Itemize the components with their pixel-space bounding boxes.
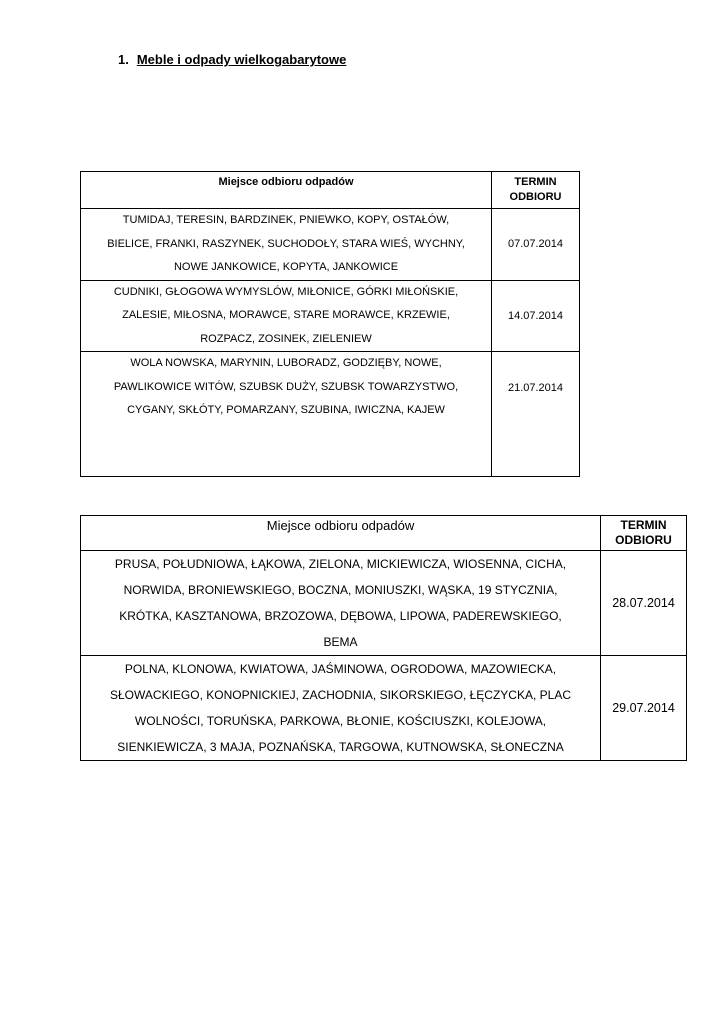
places-line: TUMIDAJ, TERESIN, BARDZINEK, PNIEWKO, KOPY, OSTAŁÓW, — [122, 214, 450, 226]
places-line: WOLNOŚCI, TORUŃSKA, PARKOWA, BŁONIE, KOŚCIUSZKI, KOLEJOWA, — [134, 714, 547, 728]
date-cell: 28.07.2014 — [601, 551, 687, 656]
section-title: Meble i odpady wielkogabarytowe — [136, 52, 347, 67]
table-row — [81, 352, 580, 477]
places-line: POLNA, KLONOWA, KWIATOWA, JAŚMINOWA, OGRODOWA, MAZOWIECKA, — [124, 662, 557, 676]
places-cell — [81, 352, 492, 477]
date-cell: 21.07.2014 — [492, 352, 580, 477]
table-header-row — [81, 172, 580, 209]
date-cell: 07.07.2014 — [492, 209, 580, 281]
section-heading — [118, 52, 346, 67]
places-cell — [81, 551, 601, 656]
header-place: Miejsce odbioru odpadów — [81, 516, 601, 551]
places-line: CYGANY, SKŁÓTY, POMARZANY, SZUBINA, IWICZNA, KAJEW — [127, 404, 445, 416]
table-row — [81, 209, 580, 281]
header-term-line1: TERMIN — [620, 518, 667, 532]
places-cell — [81, 209, 492, 281]
places-line: SŁOWACKIEGO, KONOPNICKIEJ, ZACHODNIA, SIKORSKIEGO, ŁĘCZYCKA, PLAC — [110, 688, 571, 702]
header-term-line2: ODBIORU — [509, 191, 562, 203]
places-line: CUDNIKI, GŁOGOWA WYMYSLÓW, MIŁONICE, GÓRKI MIŁOŃSKIE, — [113, 285, 459, 298]
places-cell — [81, 280, 492, 352]
places-line: NOWE JANKOWICE, KOPYTA, JANKOWICE — [173, 261, 399, 273]
places-line: BIELICE, FRANKI, RASZYNEK, SUCHODOŁY, STARA WIEŚ, WYCHNY, — [107, 237, 465, 250]
header-term — [492, 172, 580, 209]
schedule-table-villages — [80, 171, 580, 477]
places-line: KRÓTKA, KASZTANOWA, BRZOZOWA, DĘBOWA, LIPOWA, PADEREWSKIEGO, — [119, 609, 562, 623]
places-line: PAWLIKOWICE WITÓW, SZUBSK DUŻY, SZUBSK TOWARZYSTWO, — [113, 380, 459, 393]
places-line: BEMA — [323, 635, 358, 649]
header-place: Miejsce odbioru odpadów — [81, 172, 492, 209]
schedule-table-streets — [80, 515, 687, 761]
header-term-line1: TERMIN — [514, 176, 557, 188]
table-row — [81, 280, 580, 352]
places-cell — [81, 656, 601, 761]
places-line: PRUSA, POŁUDNIOWA, ŁĄKOWA, ZIELONA, MICKIEWICZA, WIOSENNA, CICHA, — [114, 557, 567, 571]
table-row — [81, 656, 687, 761]
header-term — [601, 516, 687, 551]
table-row — [81, 551, 687, 656]
section-number: 1. — [118, 52, 129, 67]
header-term-line2: ODBIORU — [615, 533, 672, 547]
table-header-row — [81, 516, 687, 551]
places-line: NORWIDA, BRONIEWSKIEGO, BOCZNA, MONIUSZKI, WĄSKA, 19 STYCZNIA, — [123, 583, 558, 597]
places-line: ROZPACZ, ZOSINEK, ZIELENIEW — [200, 332, 372, 345]
places-line: ZALESIE, MIŁOSNA, MORAWCE, STARE MORAWCE, KRZEWIE, — [122, 309, 450, 321]
places-line: SIENKIEWICZA, 3 MAJA, POZNAŃSKA, TARGOWA, KUTNOWSKA, SŁONECZNA — [117, 740, 564, 754]
date-cell: 14.07.2014 — [492, 280, 580, 352]
places-line: WOLA NOWSKA, MARYNIN, LUBORADZ, GODZIĘBY, NOWE, — [130, 357, 442, 369]
date-cell: 29.07.2014 — [601, 656, 687, 761]
